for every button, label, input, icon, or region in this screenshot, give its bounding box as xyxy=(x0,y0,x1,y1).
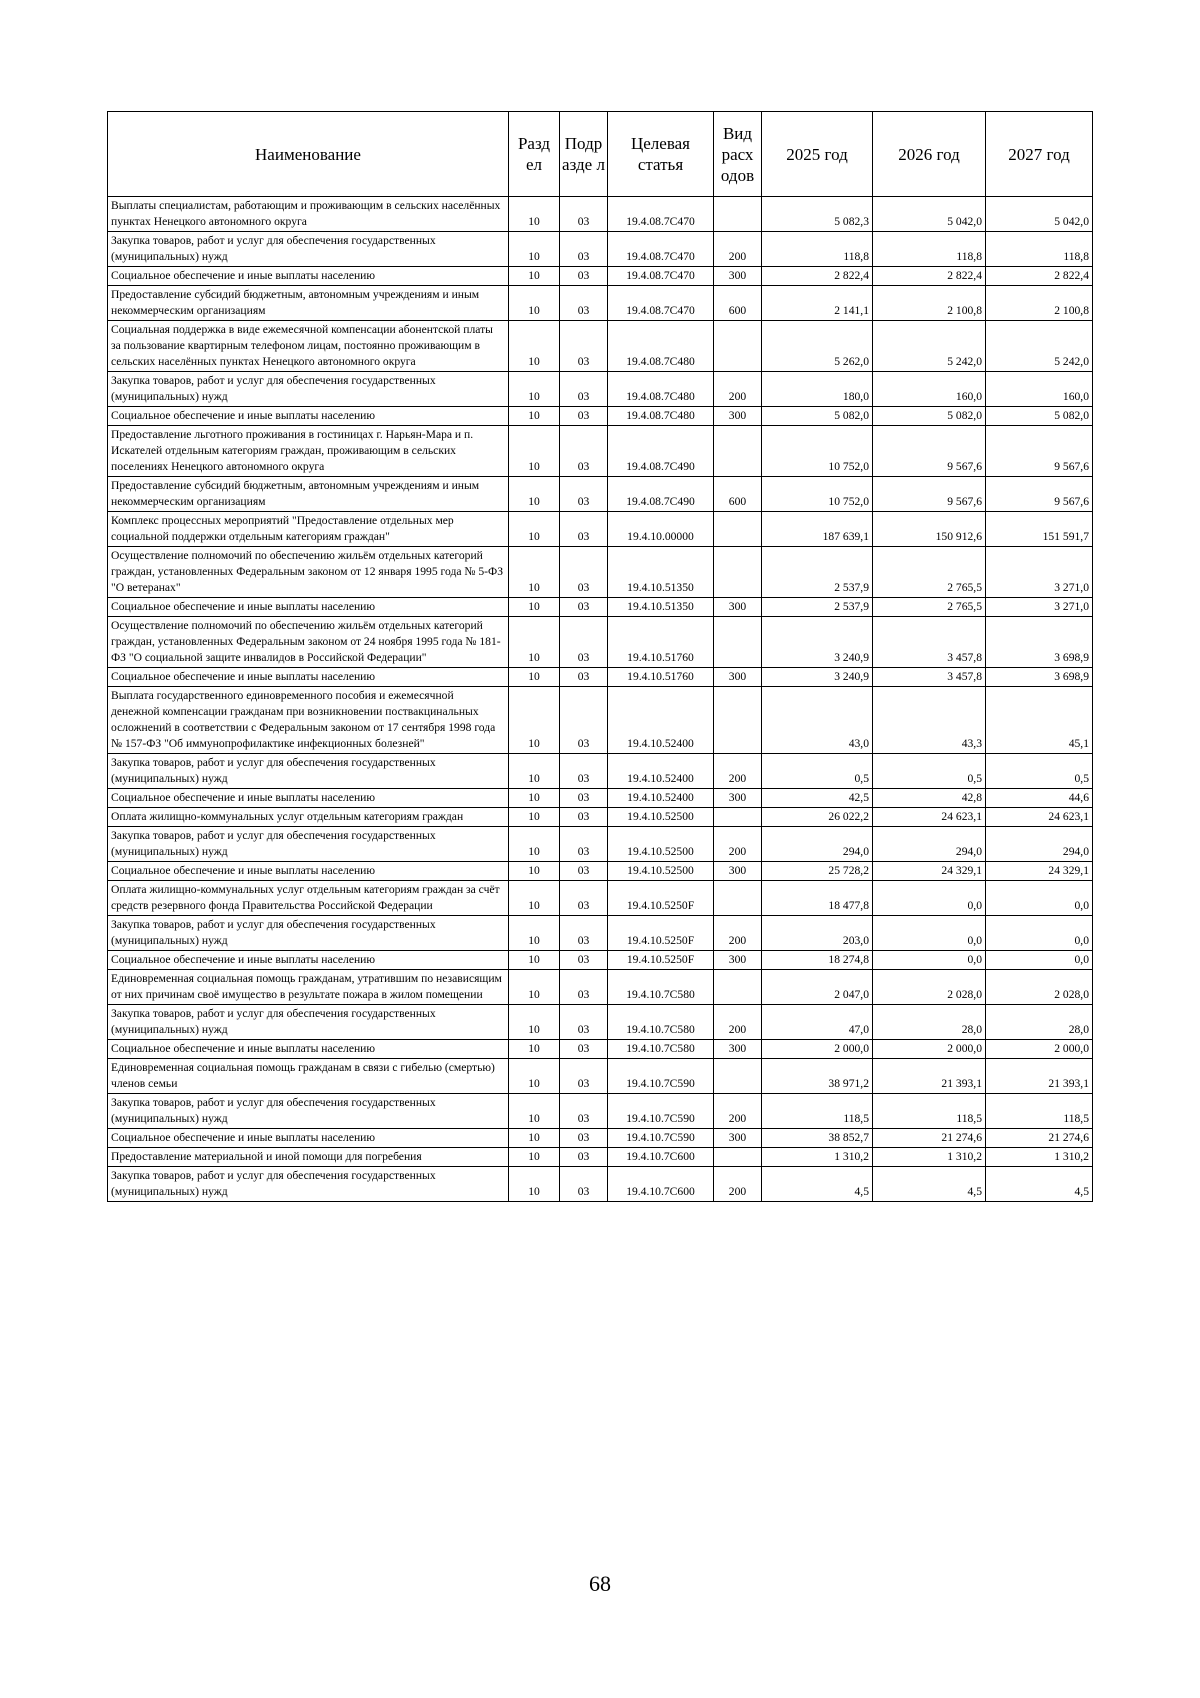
row-subsection-cell: 03 xyxy=(560,547,608,598)
row-amount-2026-cell: 2 100,8 xyxy=(873,286,986,321)
row-subsection-cell: 03 xyxy=(560,197,608,232)
row-target-article-cell: 19.4.08.7С490 xyxy=(608,426,714,477)
row-amount-2026-cell: 118,5 xyxy=(873,1094,986,1129)
row-amount-2027-cell: 5 042,0 xyxy=(986,197,1093,232)
row-subsection-cell: 03 xyxy=(560,1094,608,1129)
row-target-article-cell: 19.4.10.5250F xyxy=(608,916,714,951)
row-name-cell: Социальное обеспечение и иные выплаты населению xyxy=(108,862,509,881)
row-target-article-cell: 19.4.10.52400 xyxy=(608,789,714,808)
row-target-article-cell: 19.4.10.7С580 xyxy=(608,970,714,1005)
row-amount-2027-cell: 1 310,2 xyxy=(986,1148,1093,1167)
row-section-cell: 10 xyxy=(509,1005,560,1040)
row-amount-2027-cell: 118,5 xyxy=(986,1094,1093,1129)
row-section-cell: 10 xyxy=(509,267,560,286)
row-amount-2027-cell: 294,0 xyxy=(986,827,1093,862)
row-expense-type-cell: 300 xyxy=(714,598,762,617)
table-row xyxy=(108,862,1093,881)
row-amount-2027-cell: 0,0 xyxy=(986,916,1093,951)
row-expense-type-cell: 300 xyxy=(714,407,762,426)
row-amount-2025-cell: 4,5 xyxy=(762,1167,873,1202)
row-amount-2025-cell: 118,5 xyxy=(762,1094,873,1129)
row-amount-2026-cell: 24 623,1 xyxy=(873,808,986,827)
row-section-cell: 10 xyxy=(509,407,560,426)
row-amount-2027-cell: 2 822,4 xyxy=(986,267,1093,286)
row-amount-2025-cell: 42,5 xyxy=(762,789,873,808)
row-amount-2026-cell: 9 567,6 xyxy=(873,426,986,477)
header-subsection: Подр азде л xyxy=(560,112,608,197)
row-amount-2026-cell: 118,8 xyxy=(873,232,986,267)
row-amount-2026-cell: 1 310,2 xyxy=(873,1148,986,1167)
table-row xyxy=(108,617,1093,668)
row-section-cell: 10 xyxy=(509,827,560,862)
row-amount-2026-cell: 28,0 xyxy=(873,1005,986,1040)
header-year-2025: 2025 год xyxy=(762,112,873,197)
row-subsection-cell: 03 xyxy=(560,862,608,881)
row-section-cell: 10 xyxy=(509,1059,560,1094)
row-amount-2026-cell: 0,0 xyxy=(873,951,986,970)
row-name-cell: Предоставление льготного проживания в гостиницах г. Нарьян-Мара и п. Искателей отдельным категориям граждан, проживающим в сельских поселениях Ненецкого автономного округа xyxy=(108,426,509,477)
row-expense-type-cell xyxy=(714,1059,762,1094)
table-row xyxy=(108,1094,1093,1129)
row-name-cell: Социальное обеспечение и иные выплаты населению xyxy=(108,951,509,970)
row-subsection-cell: 03 xyxy=(560,477,608,512)
row-name-cell: Предоставление субсидий бюджетным, автономным учреждениям и иным некоммерческим организациям xyxy=(108,477,509,512)
row-subsection-cell: 03 xyxy=(560,808,608,827)
row-target-article-cell: 19.4.10.5250F xyxy=(608,881,714,916)
row-expense-type-cell: 300 xyxy=(714,1129,762,1148)
row-expense-type-cell: 300 xyxy=(714,267,762,286)
row-subsection-cell: 03 xyxy=(560,1005,608,1040)
table-row xyxy=(108,668,1093,687)
row-expense-type-cell: 300 xyxy=(714,1040,762,1059)
row-amount-2025-cell: 2 537,9 xyxy=(762,598,873,617)
row-section-cell: 10 xyxy=(509,477,560,512)
row-section-cell: 10 xyxy=(509,808,560,827)
row-amount-2025-cell: 10 752,0 xyxy=(762,426,873,477)
table-row xyxy=(108,286,1093,321)
row-target-article-cell: 19.4.08.7С470 xyxy=(608,197,714,232)
row-amount-2027-cell: 4,5 xyxy=(986,1167,1093,1202)
row-amount-2026-cell: 5 082,0 xyxy=(873,407,986,426)
table-row xyxy=(108,1148,1093,1167)
budget-table xyxy=(107,111,1093,1202)
row-amount-2026-cell: 4,5 xyxy=(873,1167,986,1202)
row-section-cell: 10 xyxy=(509,668,560,687)
table-row xyxy=(108,267,1093,286)
row-expense-type-cell xyxy=(714,970,762,1005)
row-target-article-cell: 19.4.08.7С470 xyxy=(608,267,714,286)
table-body xyxy=(108,197,1093,1202)
row-amount-2026-cell: 2 028,0 xyxy=(873,970,986,1005)
row-target-article-cell: 19.4.10.51350 xyxy=(608,598,714,617)
row-target-article-cell: 19.4.08.7С480 xyxy=(608,407,714,426)
header-name: Наименование xyxy=(108,112,509,197)
row-amount-2027-cell: 21 393,1 xyxy=(986,1059,1093,1094)
row-amount-2027-cell: 3 271,0 xyxy=(986,598,1093,617)
table-row xyxy=(108,1129,1093,1148)
row-section-cell: 10 xyxy=(509,1148,560,1167)
row-expense-type-cell: 200 xyxy=(714,916,762,951)
row-name-cell: Единовременная социальная помощь гражданам, утратившим по независящим от них причинам своё имущество в результате пожара в жилом помещении xyxy=(108,970,509,1005)
row-target-article-cell: 19.4.08.7С470 xyxy=(608,286,714,321)
row-subsection-cell: 03 xyxy=(560,754,608,789)
row-target-article-cell: 19.4.10.7С600 xyxy=(608,1148,714,1167)
row-name-cell: Закупка товаров, работ и услуг для обеспечения государственных (муниципальных) нужд xyxy=(108,827,509,862)
row-name-cell: Осуществление полномочий по обеспечению жильём отдельных категорий граждан, установленных Федеральным законом от 12 января 1995 года № 5-ФЗ "О ветеранах" xyxy=(108,547,509,598)
row-name-cell: Закупка товаров, работ и услуг для обеспечения государственных (муниципальных) нужд xyxy=(108,1094,509,1129)
row-subsection-cell: 03 xyxy=(560,512,608,547)
row-amount-2027-cell: 3 698,9 xyxy=(986,668,1093,687)
row-section-cell: 10 xyxy=(509,1129,560,1148)
row-section-cell: 10 xyxy=(509,862,560,881)
row-amount-2025-cell: 2 000,0 xyxy=(762,1040,873,1059)
row-amount-2026-cell: 9 567,6 xyxy=(873,477,986,512)
table-row xyxy=(108,547,1093,598)
row-subsection-cell: 03 xyxy=(560,426,608,477)
table-row xyxy=(108,1005,1093,1040)
row-target-article-cell: 19.4.10.52500 xyxy=(608,808,714,827)
row-amount-2027-cell: 2 028,0 xyxy=(986,970,1093,1005)
row-expense-type-cell: 200 xyxy=(714,1094,762,1129)
row-expense-type-cell: 300 xyxy=(714,951,762,970)
row-amount-2027-cell: 45,1 xyxy=(986,687,1093,754)
row-amount-2027-cell: 0,5 xyxy=(986,754,1093,789)
row-amount-2026-cell: 0,0 xyxy=(873,916,986,951)
row-name-cell: Выплаты специалистам, работающим и проживающим в сельских населённых пунктах Ненецкого автономного округа xyxy=(108,197,509,232)
header-year-2027: 2027 год xyxy=(986,112,1093,197)
row-subsection-cell: 03 xyxy=(560,1040,608,1059)
row-amount-2027-cell: 21 274,6 xyxy=(986,1129,1093,1148)
row-amount-2025-cell: 3 240,9 xyxy=(762,617,873,668)
row-amount-2025-cell: 25 728,2 xyxy=(762,862,873,881)
header-expense-type: Вид расх одов xyxy=(714,112,762,197)
row-target-article-cell: 19.4.10.52500 xyxy=(608,862,714,881)
table-row xyxy=(108,970,1093,1005)
row-section-cell: 10 xyxy=(509,1094,560,1129)
row-amount-2026-cell: 150 912,6 xyxy=(873,512,986,547)
row-subsection-cell: 03 xyxy=(560,668,608,687)
table-row xyxy=(108,1059,1093,1094)
row-name-cell: Социальное обеспечение и иные выплаты населению xyxy=(108,1129,509,1148)
row-name-cell: Социальное обеспечение и иные выплаты населению xyxy=(108,407,509,426)
row-expense-type-cell: 200 xyxy=(714,1005,762,1040)
row-amount-2025-cell: 1 310,2 xyxy=(762,1148,873,1167)
row-amount-2026-cell: 3 457,8 xyxy=(873,617,986,668)
row-amount-2026-cell: 5 042,0 xyxy=(873,197,986,232)
row-name-cell: Социальное обеспечение и иные выплаты населению xyxy=(108,668,509,687)
row-name-cell: Закупка товаров, работ и услуг для обеспечения государственных (муниципальных) нужд xyxy=(108,916,509,951)
row-amount-2025-cell: 180,0 xyxy=(762,372,873,407)
row-section-cell: 10 xyxy=(509,789,560,808)
row-section-cell: 10 xyxy=(509,881,560,916)
row-expense-type-cell: 200 xyxy=(714,372,762,407)
row-target-article-cell: 19.4.10.7С600 xyxy=(608,1167,714,1202)
row-name-cell: Социальное обеспечение и иные выплаты населению xyxy=(108,1040,509,1059)
row-target-article-cell: 19.4.08.7С480 xyxy=(608,372,714,407)
row-target-article-cell: 19.4.08.7С490 xyxy=(608,477,714,512)
row-amount-2025-cell: 118,8 xyxy=(762,232,873,267)
row-amount-2027-cell: 2 000,0 xyxy=(986,1040,1093,1059)
row-expense-type-cell xyxy=(714,197,762,232)
row-expense-type-cell: 200 xyxy=(714,754,762,789)
row-amount-2027-cell: 3 271,0 xyxy=(986,547,1093,598)
row-section-cell: 10 xyxy=(509,916,560,951)
row-amount-2026-cell: 21 393,1 xyxy=(873,1059,986,1094)
row-amount-2025-cell: 2 537,9 xyxy=(762,547,873,598)
table-row xyxy=(108,512,1093,547)
row-expense-type-cell xyxy=(714,426,762,477)
table-row xyxy=(108,916,1093,951)
row-amount-2025-cell: 26 022,2 xyxy=(762,808,873,827)
row-target-article-cell: 19.4.10.52400 xyxy=(608,754,714,789)
row-section-cell: 10 xyxy=(509,617,560,668)
row-section-cell: 10 xyxy=(509,598,560,617)
row-amount-2026-cell: 3 457,8 xyxy=(873,668,986,687)
table-row xyxy=(108,789,1093,808)
row-amount-2027-cell: 24 623,1 xyxy=(986,808,1093,827)
row-amount-2027-cell: 2 100,8 xyxy=(986,286,1093,321)
row-subsection-cell: 03 xyxy=(560,598,608,617)
row-amount-2026-cell: 5 242,0 xyxy=(873,321,986,372)
row-amount-2026-cell: 0,5 xyxy=(873,754,986,789)
row-amount-2025-cell: 10 752,0 xyxy=(762,477,873,512)
row-amount-2025-cell: 294,0 xyxy=(762,827,873,862)
row-subsection-cell: 03 xyxy=(560,1129,608,1148)
row-subsection-cell: 03 xyxy=(560,372,608,407)
row-name-cell: Выплата государственного единовременного пособия и ежемесячной денежной компенсации гражданам при возникновении поствакцинальных осложнений в соответствии с Федеральным законом от 17 сентября 1998 года № 157-ФЗ "Об иммунопрофилактике инфекционных болезней" xyxy=(108,687,509,754)
row-amount-2027-cell: 44,6 xyxy=(986,789,1093,808)
row-expense-type-cell: 600 xyxy=(714,477,762,512)
table-row xyxy=(108,951,1093,970)
row-section-cell: 10 xyxy=(509,232,560,267)
row-amount-2025-cell: 187 639,1 xyxy=(762,512,873,547)
table-row xyxy=(108,372,1093,407)
row-expense-type-cell xyxy=(714,1148,762,1167)
row-subsection-cell: 03 xyxy=(560,267,608,286)
row-amount-2027-cell: 9 567,6 xyxy=(986,426,1093,477)
row-name-cell: Закупка товаров, работ и услуг для обеспечения государственных (муниципальных) нужд xyxy=(108,372,509,407)
row-amount-2025-cell: 18 477,8 xyxy=(762,881,873,916)
row-expense-type-cell: 300 xyxy=(714,862,762,881)
row-subsection-cell: 03 xyxy=(560,687,608,754)
row-amount-2025-cell: 5 262,0 xyxy=(762,321,873,372)
row-expense-type-cell: 200 xyxy=(714,232,762,267)
row-amount-2026-cell: 294,0 xyxy=(873,827,986,862)
row-section-cell: 10 xyxy=(509,372,560,407)
row-amount-2025-cell: 3 240,9 xyxy=(762,668,873,687)
table-row xyxy=(108,1040,1093,1059)
row-subsection-cell: 03 xyxy=(560,827,608,862)
row-amount-2027-cell: 3 698,9 xyxy=(986,617,1093,668)
row-target-article-cell: 19.4.10.7С590 xyxy=(608,1059,714,1094)
row-expense-type-cell xyxy=(714,881,762,916)
row-name-cell: Закупка товаров, работ и услуг для обеспечения государственных (муниципальных) нужд xyxy=(108,1167,509,1202)
header-year-2026: 2026 год xyxy=(873,112,986,197)
row-amount-2026-cell: 43,3 xyxy=(873,687,986,754)
table-row xyxy=(108,232,1093,267)
table-row xyxy=(108,827,1093,862)
row-name-cell: Закупка товаров, работ и услуг для обеспечения государственных (муниципальных) нужд xyxy=(108,232,509,267)
row-subsection-cell: 03 xyxy=(560,1059,608,1094)
row-subsection-cell: 03 xyxy=(560,951,608,970)
header-target-article: Целевая статья xyxy=(608,112,714,197)
row-amount-2025-cell: 2 141,1 xyxy=(762,286,873,321)
row-expense-type-cell xyxy=(714,617,762,668)
row-subsection-cell: 03 xyxy=(560,1148,608,1167)
row-name-cell: Предоставление материальной и иной помощи для погребения xyxy=(108,1148,509,1167)
row-amount-2027-cell: 5 242,0 xyxy=(986,321,1093,372)
row-amount-2025-cell: 2 047,0 xyxy=(762,970,873,1005)
row-section-cell: 10 xyxy=(509,1040,560,1059)
row-expense-type-cell: 600 xyxy=(714,286,762,321)
row-subsection-cell: 03 xyxy=(560,789,608,808)
row-target-article-cell: 19.4.08.7С470 xyxy=(608,232,714,267)
table-row xyxy=(108,407,1093,426)
table-row xyxy=(108,687,1093,754)
row-amount-2025-cell: 0,5 xyxy=(762,754,873,789)
row-amount-2027-cell: 160,0 xyxy=(986,372,1093,407)
row-target-article-cell: 19.4.10.5250F xyxy=(608,951,714,970)
row-section-cell: 10 xyxy=(509,426,560,477)
row-amount-2026-cell: 2 000,0 xyxy=(873,1040,986,1059)
table-row xyxy=(108,477,1093,512)
row-target-article-cell: 19.4.10.00000 xyxy=(608,512,714,547)
row-section-cell: 10 xyxy=(509,687,560,754)
row-amount-2027-cell: 5 082,0 xyxy=(986,407,1093,426)
row-target-article-cell: 19.4.10.7С580 xyxy=(608,1005,714,1040)
row-amount-2026-cell: 2 822,4 xyxy=(873,267,986,286)
row-target-article-cell: 19.4.10.7С590 xyxy=(608,1129,714,1148)
row-name-cell: Оплата жилищно-коммунальных услуг отдельным категориям граждан за счёт средств резервного фонда Правительства Российской Федерации xyxy=(108,881,509,916)
row-amount-2026-cell: 160,0 xyxy=(873,372,986,407)
row-subsection-cell: 03 xyxy=(560,881,608,916)
table-row xyxy=(108,197,1093,232)
row-name-cell: Предоставление субсидий бюджетным, автономным учреждениям и иным некоммерческим организациям xyxy=(108,286,509,321)
row-expense-type-cell xyxy=(714,547,762,598)
row-amount-2027-cell: 0,0 xyxy=(986,951,1093,970)
row-target-article-cell: 19.4.10.7С580 xyxy=(608,1040,714,1059)
row-subsection-cell: 03 xyxy=(560,617,608,668)
row-expense-type-cell xyxy=(714,808,762,827)
row-subsection-cell: 03 xyxy=(560,232,608,267)
row-amount-2025-cell: 2 822,4 xyxy=(762,267,873,286)
row-amount-2025-cell: 5 082,3 xyxy=(762,197,873,232)
row-expense-type-cell: 300 xyxy=(714,668,762,687)
row-name-cell: Социальное обеспечение и иные выплаты населению xyxy=(108,789,509,808)
row-expense-type-cell: 300 xyxy=(714,789,762,808)
table-row xyxy=(108,1167,1093,1202)
header-row xyxy=(108,112,1093,197)
row-name-cell: Закупка товаров, работ и услуг для обеспечения государственных (муниципальных) нужд xyxy=(108,1005,509,1040)
row-name-cell: Закупка товаров, работ и услуг для обеспечения государственных (муниципальных) нужд xyxy=(108,754,509,789)
table-row xyxy=(108,426,1093,477)
row-amount-2025-cell: 43,0 xyxy=(762,687,873,754)
row-name-cell: Осуществление полномочий по обеспечению жильём отдельных категорий граждан, установленных Федеральным законом от 24 ноября 1995 года № 181-ФЗ "О социальной защите инвалидов в Российской Федерации" xyxy=(108,617,509,668)
row-amount-2025-cell: 18 274,8 xyxy=(762,951,873,970)
row-name-cell: Социальное обеспечение и иные выплаты населению xyxy=(108,267,509,286)
row-amount-2026-cell: 0,0 xyxy=(873,881,986,916)
row-expense-type-cell xyxy=(714,687,762,754)
row-subsection-cell: 03 xyxy=(560,407,608,426)
row-section-cell: 10 xyxy=(509,512,560,547)
row-section-cell: 10 xyxy=(509,951,560,970)
page-number: 68 xyxy=(589,1571,611,1596)
row-name-cell: Социальное обеспечение и иные выплаты населению xyxy=(108,598,509,617)
row-amount-2026-cell: 2 765,5 xyxy=(873,598,986,617)
row-amount-2026-cell: 42,8 xyxy=(873,789,986,808)
row-section-cell: 10 xyxy=(509,321,560,372)
row-target-article-cell: 19.4.10.52400 xyxy=(608,687,714,754)
row-amount-2025-cell: 38 852,7 xyxy=(762,1129,873,1148)
row-section-cell: 10 xyxy=(509,547,560,598)
table-row xyxy=(108,808,1093,827)
table-row xyxy=(108,754,1093,789)
row-expense-type-cell: 200 xyxy=(714,827,762,862)
row-subsection-cell: 03 xyxy=(560,1167,608,1202)
row-amount-2025-cell: 47,0 xyxy=(762,1005,873,1040)
row-target-article-cell: 19.4.10.52500 xyxy=(608,827,714,862)
row-target-article-cell: 19.4.10.51760 xyxy=(608,617,714,668)
row-amount-2025-cell: 5 082,0 xyxy=(762,407,873,426)
row-name-cell: Комплекс процессных мероприятий "Предоставление отдельных мер социальной поддержки отдельным категориям граждан" xyxy=(108,512,509,547)
row-amount-2027-cell: 151 591,7 xyxy=(986,512,1093,547)
row-subsection-cell: 03 xyxy=(560,286,608,321)
row-amount-2027-cell: 0,0 xyxy=(986,881,1093,916)
row-section-cell: 10 xyxy=(509,754,560,789)
row-name-cell: Оплата жилищно-коммунальных услуг отдельным категориям граждан xyxy=(108,808,509,827)
row-amount-2026-cell: 2 765,5 xyxy=(873,547,986,598)
table-row xyxy=(108,881,1093,916)
row-subsection-cell: 03 xyxy=(560,970,608,1005)
row-name-cell: Единовременная социальная помощь гражданам в связи с гибелью (смертью) членов семьи xyxy=(108,1059,509,1094)
row-expense-type-cell xyxy=(714,321,762,372)
row-amount-2027-cell: 9 567,6 xyxy=(986,477,1093,512)
row-expense-type-cell: 200 xyxy=(714,1167,762,1202)
row-name-cell: Социальная поддержка в виде ежемесячной компенсации абонентской платы за пользование квартирным телефоном лицам, постоянно проживающим в сельских населённых пунктах Ненецкого автономного округа xyxy=(108,321,509,372)
table-row xyxy=(108,321,1093,372)
row-section-cell: 10 xyxy=(509,1167,560,1202)
row-subsection-cell: 03 xyxy=(560,321,608,372)
row-target-article-cell: 19.4.10.51350 xyxy=(608,547,714,598)
row-amount-2025-cell: 38 971,2 xyxy=(762,1059,873,1094)
row-amount-2027-cell: 118,8 xyxy=(986,232,1093,267)
header-section: Разд ел xyxy=(509,112,560,197)
row-section-cell: 10 xyxy=(509,197,560,232)
row-section-cell: 10 xyxy=(509,286,560,321)
row-target-article-cell: 19.4.10.7С590 xyxy=(608,1094,714,1129)
row-section-cell: 10 xyxy=(509,970,560,1005)
row-subsection-cell: 03 xyxy=(560,916,608,951)
row-amount-2026-cell: 24 329,1 xyxy=(873,862,986,881)
row-amount-2027-cell: 24 329,1 xyxy=(986,862,1093,881)
row-target-article-cell: 19.4.08.7С480 xyxy=(608,321,714,372)
row-amount-2027-cell: 28,0 xyxy=(986,1005,1093,1040)
row-expense-type-cell xyxy=(714,512,762,547)
row-amount-2026-cell: 21 274,6 xyxy=(873,1129,986,1148)
row-amount-2025-cell: 203,0 xyxy=(762,916,873,951)
table-row xyxy=(108,598,1093,617)
row-target-article-cell: 19.4.10.51760 xyxy=(608,668,714,687)
